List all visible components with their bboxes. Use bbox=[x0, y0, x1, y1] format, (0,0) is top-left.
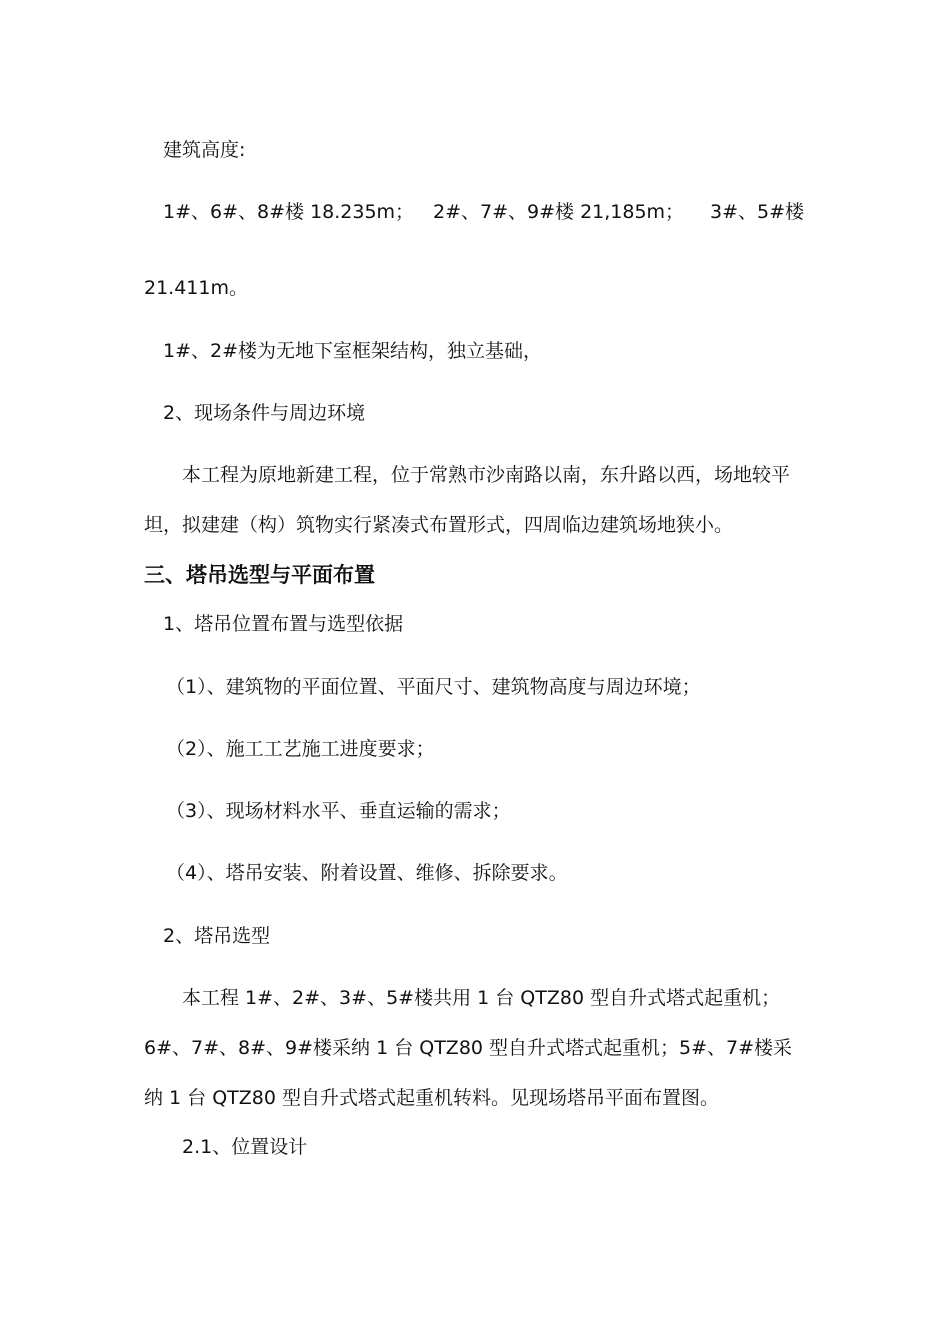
basis-item-3: （3）、现场材料水平、垂直运输的需求； bbox=[166, 800, 511, 822]
height-group-a: 1#、6#、8#楼 18.235m； bbox=[163, 201, 415, 223]
subsection-1-title: 1、塔吊位置布置与选型依据 bbox=[163, 613, 404, 635]
chapter-3-heading: 三、塔吊选型与平面布置 bbox=[144, 563, 375, 587]
building-height-label: 建筑高度: bbox=[163, 139, 246, 161]
crane-paragraph-line-1: 本工程 1#、2#、3#、5#楼共用 1 台 QTZ80 型自升式塔式起重机； bbox=[182, 987, 781, 1009]
height-group-c: 3#、5#楼 bbox=[710, 201, 805, 223]
height-group-b: 2#、7#、9#楼 21,185m； bbox=[433, 201, 685, 223]
basis-item-1: （1）、建筑物的平面位置、平面尺寸、建筑物高度与周边环境； bbox=[166, 676, 701, 698]
basis-item-4: （4）、塔吊安装、附着设置、维修、拆除要求。 bbox=[166, 862, 568, 884]
site-paragraph-line-1: 本工程为原地新建工程，位于常熟市沙南路以南，东升路以西，场地较平 bbox=[182, 464, 791, 486]
subsection-2-1-title: 2.1、位置设计 bbox=[182, 1136, 308, 1158]
subsection-2-title: 2、塔吊选型 bbox=[163, 925, 271, 947]
crane-paragraph-line-3: 纳 1 台 QTZ80 型自升式塔式起重机转料。见现场塔吊平面布置图。 bbox=[144, 1087, 720, 1109]
crane-paragraph-line-2: 6#、7#、8#、9#楼采纳 1 台 QTZ80 型自升式塔式起重机；5#、7#楼采 bbox=[144, 1037, 793, 1059]
structure-description: 1#、2#楼为无地下室框架结构，独立基础， bbox=[163, 340, 543, 362]
height-continuation: 21.411m。 bbox=[144, 277, 248, 299]
site-paragraph-line-2: 坦，拟建建（构）筑物实行紧凑式布置形式，四周临边建筑场地狭小。 bbox=[144, 514, 734, 536]
section-2-title: 2、现场条件与周边环境 bbox=[163, 402, 366, 424]
basis-item-2: （2）、施工工艺施工进度要求； bbox=[166, 738, 435, 760]
